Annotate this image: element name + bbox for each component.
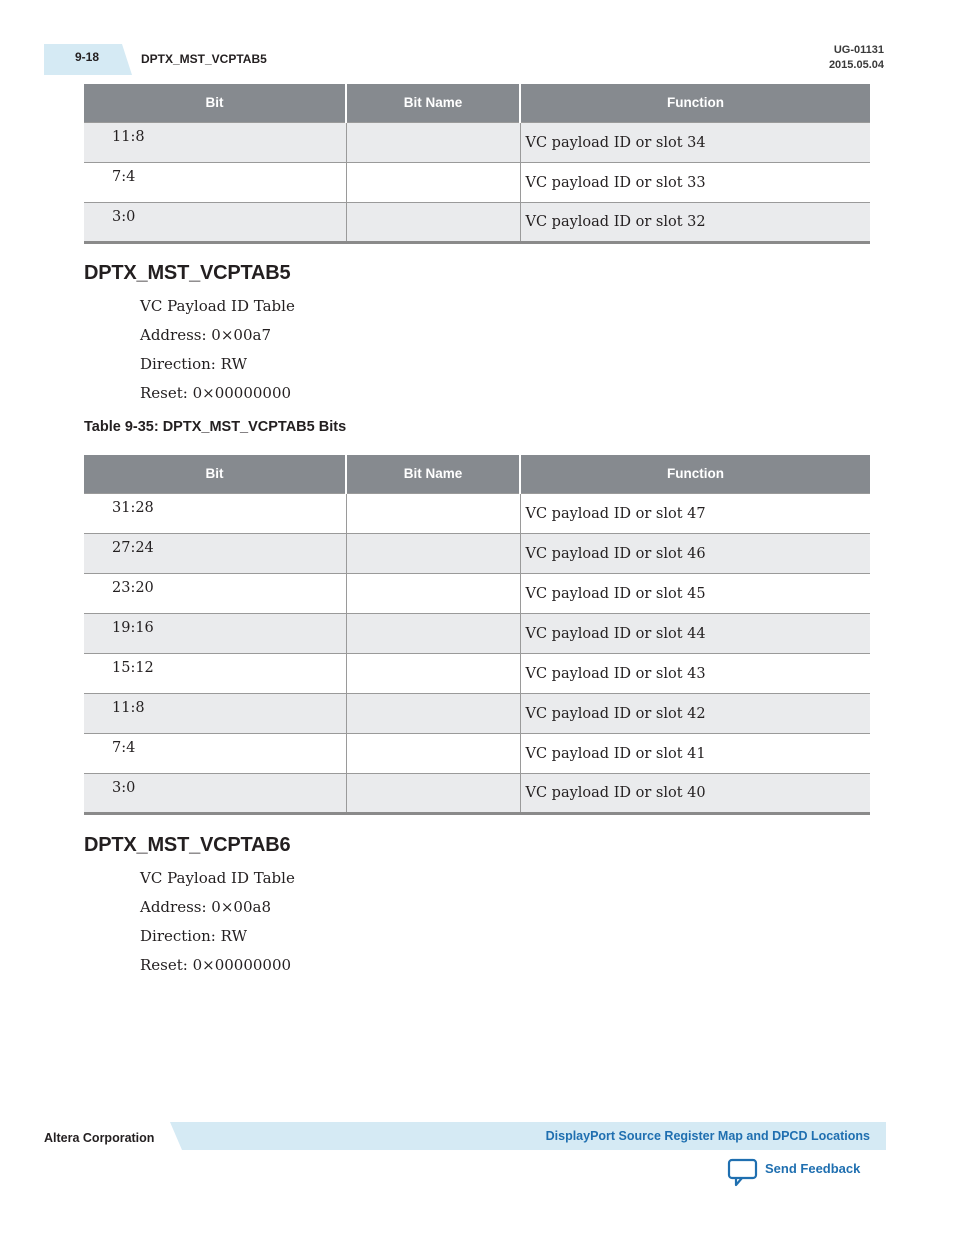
column-header-bit-name: Bit Name	[346, 84, 520, 122]
speech-bubble-icon	[727, 1158, 759, 1188]
bit-cell: 23:20	[84, 573, 346, 613]
column-header-bit: Bit	[84, 455, 346, 493]
bit-cell: 7:4	[84, 733, 346, 773]
column-header-bit-name: Bit Name	[346, 455, 520, 493]
column-header-function: Function	[520, 84, 870, 122]
table-row	[84, 613, 870, 653]
register-address: Address: 0×00a8	[140, 898, 271, 916]
bit-cell: 19:16	[84, 613, 346, 653]
register-direction: Direction: RW	[140, 355, 247, 373]
register-description: VC Payload ID Table	[140, 869, 295, 887]
bit-cell: 7:4	[84, 162, 346, 202]
bit-cell: 15:12	[84, 653, 346, 693]
footer-doc-title-link[interactable]: DisplayPort Source Register Map and DPCD Locations	[545, 1129, 870, 1143]
bit-name-cell	[346, 533, 520, 573]
bit-name-cell	[346, 493, 520, 533]
table-row	[84, 773, 870, 813]
table-row	[84, 733, 870, 773]
send-feedback-link[interactable]	[727, 1158, 860, 1188]
bit-name-cell	[346, 162, 520, 202]
bit-cell: 11:8	[84, 693, 346, 733]
table-header-row	[84, 84, 870, 122]
running-header-section: DPTX_MST_VCPTAB5	[141, 52, 267, 66]
bit-name-cell	[346, 693, 520, 733]
register-address: Address: 0×00a7	[140, 326, 271, 344]
table-row	[84, 202, 870, 242]
table-row	[84, 653, 870, 693]
bit-name-cell	[346, 773, 520, 813]
function-cell: VC payload ID or slot 40	[520, 773, 870, 813]
table-caption: Table 9-35: DPTX_MST_VCPTAB5 Bits	[84, 419, 347, 435]
bit-cell: 3:0	[84, 202, 346, 242]
doc-info	[829, 43, 884, 73]
doc-date: 2015.05.04	[828, 59, 884, 71]
bit-cell: 11:8	[84, 122, 346, 162]
send-feedback-label: Send Feedback	[765, 1161, 861, 1176]
bit-cell: 27:24	[84, 533, 346, 573]
register-direction: Direction: RW	[140, 927, 247, 945]
function-cell: VC payload ID or slot 46	[520, 533, 870, 573]
table-row	[84, 122, 870, 162]
bit-name-cell	[346, 653, 520, 693]
register-description: VC Payload ID Table	[140, 297, 295, 315]
bit-name-cell	[346, 122, 520, 162]
function-cell: VC payload ID or slot 43	[520, 653, 870, 693]
function-cell: VC payload ID or slot 32	[520, 202, 870, 242]
bit-name-cell	[346, 613, 520, 653]
register-reset: Reset: 0×00000000	[140, 956, 292, 974]
footer-company: Altera Corporation	[44, 1131, 155, 1145]
register-table-continued	[84, 84, 870, 244]
register-reset: Reset: 0×00000000	[140, 384, 292, 402]
table-row	[84, 573, 870, 613]
bit-name-cell	[346, 202, 520, 242]
table-row	[84, 493, 870, 533]
table-header-row	[84, 455, 870, 493]
table-row	[84, 162, 870, 202]
function-cell: VC payload ID or slot 45	[520, 573, 870, 613]
section-title-vcptab5: DPTX_MST_VCPTAB5	[84, 262, 291, 284]
bit-cell: 3:0	[84, 773, 346, 813]
bit-name-cell	[346, 733, 520, 773]
function-cell: VC payload ID or slot 44	[520, 613, 870, 653]
bit-cell: 31:28	[84, 493, 346, 533]
table-row	[84, 693, 870, 733]
register-table-vcptab5	[84, 455, 870, 815]
section-title-vcptab6: DPTX_MST_VCPTAB6	[84, 834, 291, 856]
function-cell: VC payload ID or slot 34	[520, 122, 870, 162]
column-header-function: Function	[520, 455, 870, 493]
doc-id: UG-01131	[833, 44, 884, 56]
column-header-bit: Bit	[84, 84, 346, 122]
page-number: 9-18	[74, 50, 100, 64]
table-row	[84, 533, 870, 573]
function-cell: VC payload ID or slot 47	[520, 493, 870, 533]
bit-name-cell	[346, 573, 520, 613]
function-cell: VC payload ID or slot 42	[520, 693, 870, 733]
function-cell: VC payload ID or slot 33	[520, 162, 870, 202]
function-cell: VC payload ID or slot 41	[520, 733, 870, 773]
